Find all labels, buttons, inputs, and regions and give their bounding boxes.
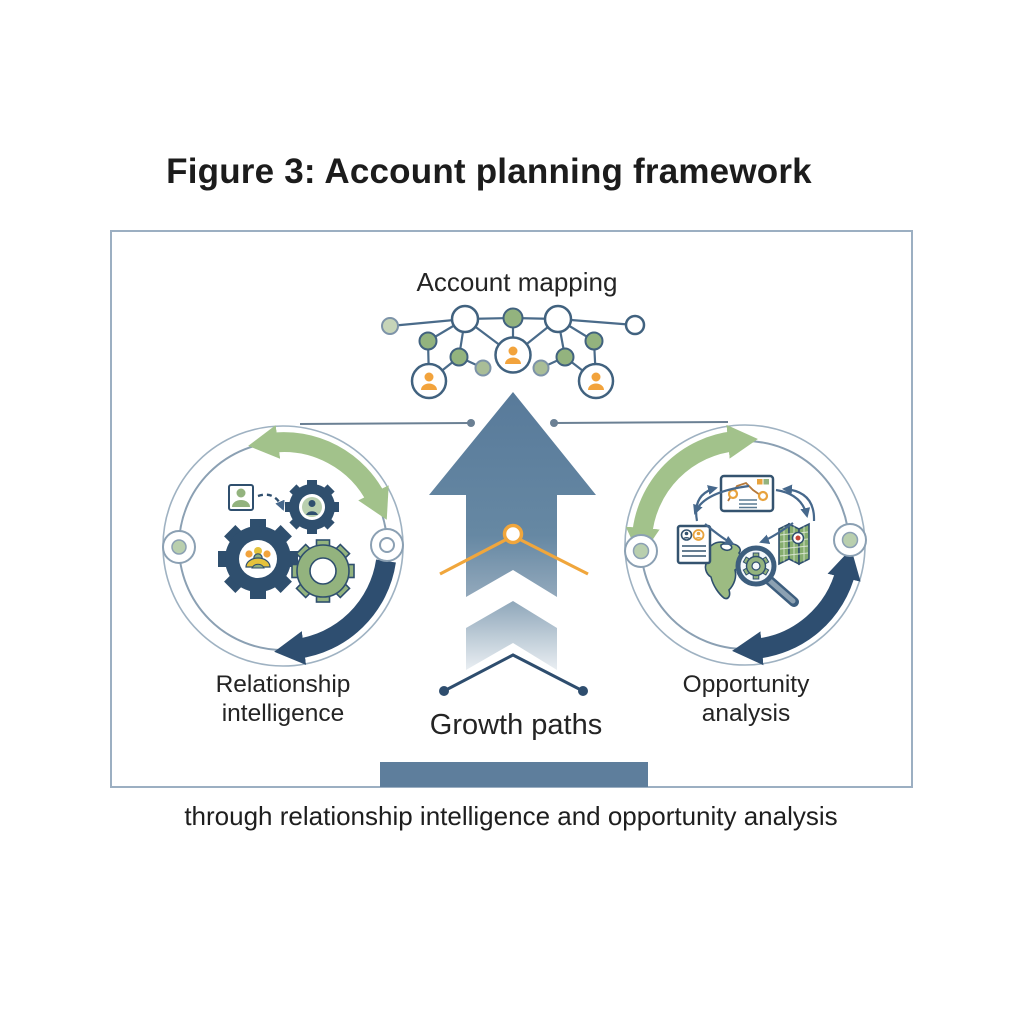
person-node-icon (412, 364, 446, 398)
cycle-node-right (371, 529, 403, 561)
network-node-sage (534, 361, 549, 376)
network-node-green (504, 309, 523, 328)
figure-title: Figure 3: Account planning framework (166, 152, 812, 191)
network-node-sage (476, 361, 491, 376)
growth-paths-label: Growth paths (429, 709, 603, 741)
network-hub-node (545, 306, 571, 332)
person-node-icon (496, 338, 531, 373)
relationship-label: Relationship intelligence (215, 671, 351, 727)
network-node-sage (382, 318, 398, 334)
opportunity-label: Opportunity analysis (682, 671, 810, 727)
cycle-node-right (834, 524, 866, 556)
network-node-green (420, 333, 437, 350)
network-node-green (557, 349, 574, 366)
contact-card-icon (229, 485, 253, 510)
contacts-list-icon (678, 526, 710, 563)
opportunity-cycle (625, 425, 866, 665)
cycle-node-left (625, 535, 657, 567)
network-hub-node (452, 306, 478, 332)
dashed-arrow (258, 495, 283, 509)
network-node-white (626, 316, 644, 334)
network-node-green (451, 349, 468, 366)
cycle-node-left (163, 531, 195, 563)
path-marker-dot (505, 526, 522, 543)
network-node-green (586, 333, 603, 350)
gear-green-icon (292, 540, 354, 602)
person-node-icon (579, 364, 613, 398)
gear-team-icon (218, 519, 298, 599)
account-mapping-label: Account mapping (416, 267, 618, 297)
chart-card-icon (721, 476, 773, 511)
dark-path-line (439, 655, 588, 696)
figure-caption: through relationship intelligence and opportunity analysis (184, 801, 838, 831)
growth-chevron (466, 601, 557, 670)
gear-person-icon (285, 480, 339, 534)
network-person-nodes (412, 338, 613, 399)
relationship-cycle (163, 426, 403, 666)
